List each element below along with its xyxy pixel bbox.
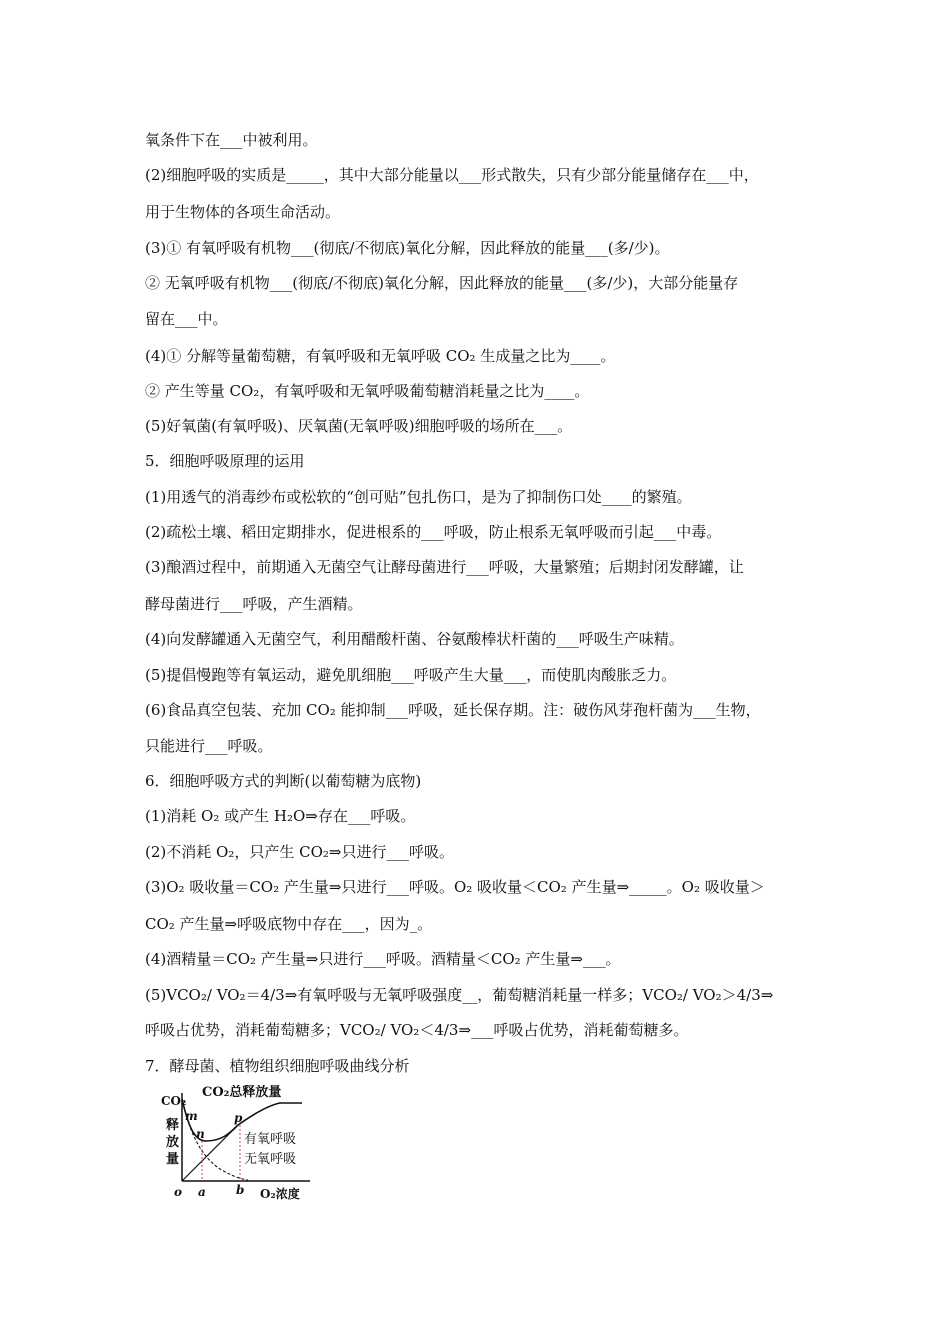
text-line: (4)① 分解等量葡萄糖，有氧呼吸和无氧呼吸 CO₂ 生成量之比为____。 [145,347,616,365]
tick-b-label: b [236,1183,245,1197]
text-line: (3)① 有氧呼吸有机物___(彻底/不彻底)氧化分解，因此释放的能量___(多/少)。 [145,239,670,257]
text-line: (1)消耗 O₂ 或产生 H₂O⇒存在___呼吸。 [145,807,416,825]
x-axis-label: O₂浓度 [260,1187,300,1201]
point-p-label: p [234,1111,243,1125]
text-line: (3)O₂ 吸收量＝CO₂ 产生量⇒只进行___呼吸。O₂ 吸收量＜CO₂ 产生量⇒_____。O₂ 吸收量＞ [145,878,765,896]
total-co2-label: CO₂总释放量 [202,1085,282,1100]
text-line: 留在___中。 [145,310,228,328]
text-line: (5)好氧菌(有氧呼吸)、厌氧菌(无氧呼吸)细胞呼吸的场所在___。 [145,417,573,435]
text-line: (4)酒精量＝CO₂ 产生量⇒只进行___呼吸。酒精量＜CO₂ 产生量⇒___。 [145,950,621,968]
text-line: 5．细胞呼吸原理的运用 [145,452,305,470]
origin-label: o [174,1185,183,1199]
point-n-label: n [196,1127,205,1141]
text-line: (3)酿酒过程中，前期通入无菌空气让酵母菌进行___呼吸，大量繁殖；后期封闭发酵罐，让 [145,558,744,576]
y-axis-label-2: 放 [166,1135,180,1150]
text-line: (1)用透气的消毒纱布或松软的“创可贴”包扎伤口，是为了抑制伤口处____的繁殖。 [145,488,692,506]
text-line: 只能进行___呼吸。 [145,737,273,755]
tick-a-label: a [198,1185,206,1199]
text-line: 酵母菌进行___呼吸，产生酒精。 [145,595,363,613]
text-line: 7．酵母菌、植物组织细胞呼吸曲线分析 [145,1057,410,1075]
y-axis-label-3: 量 [166,1152,180,1167]
text-line: (2)疏松土壤、稻田定期排水，促进根系的___呼吸，防止根系无氧呼吸而引起___中毒。 [145,523,722,541]
y-axis-label-co2: CO₂ [161,1094,187,1108]
text-line: (6)食品真空包装、充加 CO₂ 能抑制___呼吸，延长保存期。注：破伤风芽孢杆菌为___生物， [145,701,761,719]
text-line: (4)向发酵罐通入无菌空气，利用醋酸杆菌、谷氨酸棒状杆菌的___呼吸生产味精。 [145,630,684,648]
text-line: 6．细胞呼吸方式的判断(以葡萄糖为底物) [145,772,422,790]
point-m-label: m [185,1109,198,1123]
respiration-curve-svg [160,1085,330,1205]
aerobic-curve [182,1125,238,1181]
text-line: 氧条件下在___中被利用。 [145,131,318,149]
aerobic-label: 有氧呼吸 [244,1132,297,1147]
text-line: ② 无氧呼吸有机物___(彻底/不彻底)氧化分解，因此释放的能量___(多/少)，大部分能量存 [145,274,739,292]
text-line: (2)不消耗 O₂，只产生 CO₂⇒只进行___呼吸。 [145,843,454,861]
y-axis-label-1: 释 [166,1118,180,1133]
text-line: 用于生物体的各项生命活动。 [145,203,341,221]
text-line: (5)VCO₂/ VO₂＝4/3⇒有氧呼吸与无氧呼吸强度__，葡萄糖消耗量一样多；VCO₂/ VO₂＞4/3⇒ [145,986,774,1004]
text-line: 呼吸占优势，消耗葡萄糖多；VCO₂/ VO₂＜4/3⇒___呼吸占优势，消耗葡萄糖多。 [145,1021,689,1039]
respiration-curve-figure [160,1085,330,1205]
text-line: (2)细胞呼吸的实质是_____，其中大部分能量以___形式散失，只有少部分能量储存在___中， [145,166,759,184]
text-line: ② 产生等量 CO₂，有氧呼吸和无氧呼吸葡萄糖消耗量之比为____。 [145,382,590,400]
text-line: (5)提倡慢跑等有氧运动，避免肌细胞___呼吸产生大量___，而使肌肉酸胀乏力。 [145,666,677,684]
anaerobic-label: 无氧呼吸 [244,1152,297,1167]
text-line: CO₂ 产生量⇒呼吸底物中存在___，因为_。 [145,915,433,933]
